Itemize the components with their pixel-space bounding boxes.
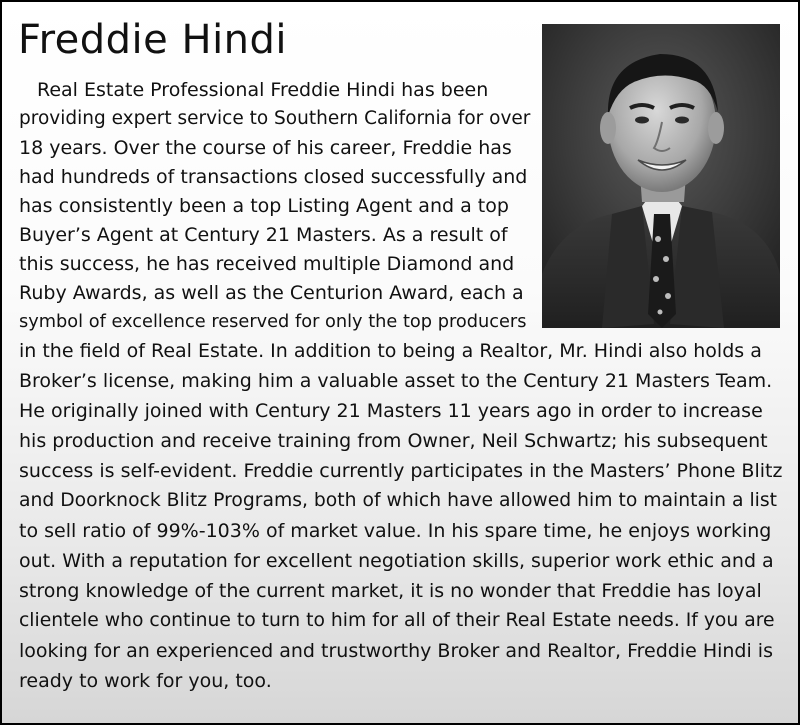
bio-line: and Doorknock Blitz Programs, both of which have allowed him to maintain a list bbox=[19, 490, 777, 511]
bio-line: symbol of excellence reserved for only the top producers bbox=[19, 312, 527, 332]
bio-line: to sell ratio of 99%-103% of market value. In his spare time, he enjoys working bbox=[19, 520, 772, 542]
bio-line: Real Estate Professional Freddie Hindi has been bbox=[37, 79, 489, 101]
bio-line: had hundreds of transactions closed successfully and bbox=[19, 166, 528, 188]
bio-line: success is self-evident. Freddie currently participates in the Masters’ Phone Blitz bbox=[19, 460, 783, 482]
bio-line: ready to work for you, too. bbox=[19, 670, 272, 692]
bio-line: 18 years. Over the course of his career, Freddie has bbox=[19, 137, 512, 159]
bio-line: Ruby Awards, as well as the Centurion Award, each a bbox=[19, 282, 524, 304]
bio-line: He originally joined with Century 21 Masters 11 years ago in order to increase bbox=[19, 400, 763, 422]
bio-line: out. With a reputation for excellent negotiation skills, superior work ethic and a bbox=[19, 550, 774, 572]
bio-line: looking for an experienced and trustworthy Broker and Realtor, Freddie Hindi is bbox=[19, 640, 773, 662]
bio-line: providing expert service to Southern California for over bbox=[19, 108, 531, 129]
portrait-image bbox=[542, 24, 780, 328]
profile-name: Freddie Hindi bbox=[18, 17, 288, 63]
bio-line: strong knowledge of the current market, it is no wonder that Freddie has loyal bbox=[19, 580, 762, 602]
bio-line: Broker’s license, making him a valuable asset to the Century 21 Masters Team. bbox=[19, 370, 773, 392]
bio-line: in the field of Real Estate. In addition to being a Realtor, Mr. Hindi also holds a bbox=[19, 340, 762, 362]
bio-line: clientele who continue to turn to him for all of their Real Estate needs. If you are bbox=[19, 610, 775, 631]
bio-line: his production and receive training from Owner, Neil Schwartz; his subsequent bbox=[19, 430, 768, 452]
bio-line: has consistently been a top Listing Agent and a top bbox=[19, 195, 509, 217]
bio-line: this success, he has received multiple Diamond and bbox=[19, 253, 515, 275]
profile-photo bbox=[542, 24, 780, 328]
bio-line: Buyer’s Agent at Century 21 Masters. As a result of bbox=[19, 224, 508, 246]
